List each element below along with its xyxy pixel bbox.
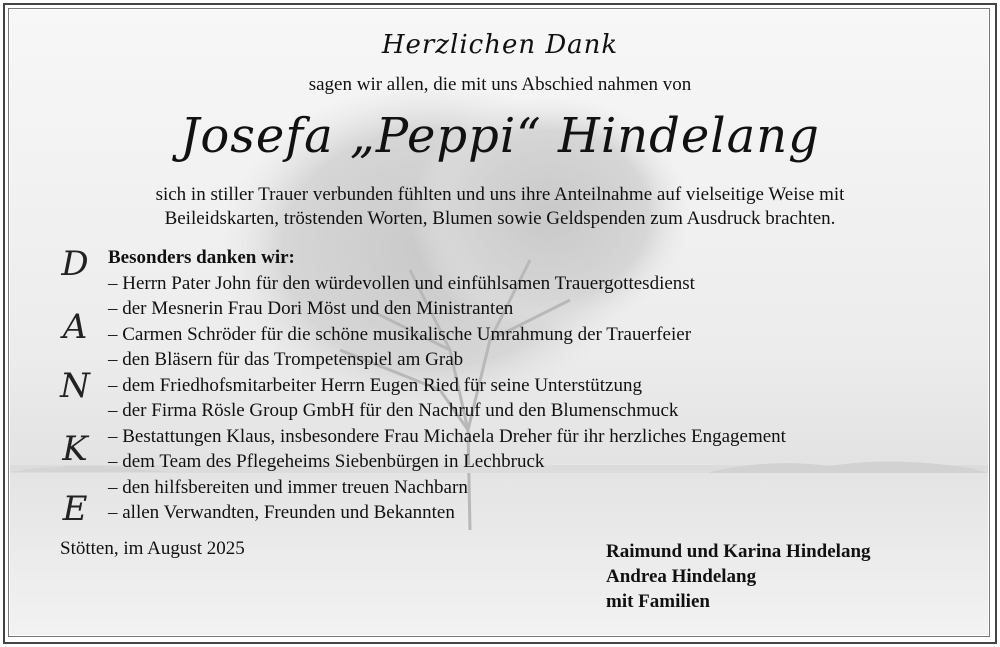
- thanks-item: – den hilfsbereiten und immer treuen Nachbarn: [108, 476, 468, 498]
- deceased-name: Josefa „Peppi“ Hindelang: [180, 108, 820, 164]
- signer-line: Andrea Hindelang: [606, 566, 757, 587]
- signer-line: mit Familien: [606, 591, 710, 612]
- body-line: Beileidskarten, tröstenden Worten, Blumen sowie Geldspenden zum Ausdruck brachten.: [164, 208, 836, 229]
- thanks-item: – dem Friedhofsmitarbeiter Herrn Eugen Ried für seine Unterstützung: [108, 374, 642, 396]
- thanks-item: – Bestattungen Klaus, insbesondere Frau Michaela Dreher für ihr herzliches Engagement: [108, 425, 786, 447]
- place-date: Stötten, im August 2025: [60, 538, 245, 559]
- danke-letter-n: N: [60, 366, 90, 406]
- danke-letter-d: D: [61, 244, 89, 284]
- thanks-item: – Carmen Schröder für die schöne musikalische Umrahmung der Trauerfeier: [108, 323, 692, 345]
- danke-letter-e: E: [62, 489, 88, 529]
- signer-line: Raimund und Karina Hindelang: [606, 541, 871, 562]
- thanks-item: – dem Team des Pflegeheims Siebenbürgen in Lechbruck: [108, 451, 545, 472]
- danke-letter-k: K: [62, 429, 88, 469]
- thanks-item: – den Bläsern für das Trompetenspiel am Grab: [108, 349, 464, 370]
- intro-line: sagen wir allen, die mit uns Abschied nahmen von: [308, 74, 692, 95]
- thanks-item: – der Mesnerin Frau Dori Möst und den Ministranten: [108, 298, 514, 319]
- thanks-lead: Besonders danken wir:: [108, 247, 295, 268]
- body-text: [0, 183, 1000, 231]
- thanks-item: – der Firma Rösle Group GmbH für den Nachruf und den Blumenschmuck: [108, 400, 679, 421]
- thanks-item: – allen Verwandten, Freunden und Bekannten: [108, 502, 455, 523]
- body-line: sich in stiller Trauer verbunden fühlten und uns ihre Anteilnahme auf vielseitige Weise mit: [155, 184, 845, 205]
- heading: Herzlichen Dank: [381, 30, 619, 60]
- thanks-item: – Herrn Pater John für den würdevollen und einfühlsamen Trauergottesdienst: [108, 272, 695, 294]
- signers: [606, 539, 871, 614]
- danke-letter-a: A: [62, 307, 88, 347]
- thanks-list: [108, 245, 968, 526]
